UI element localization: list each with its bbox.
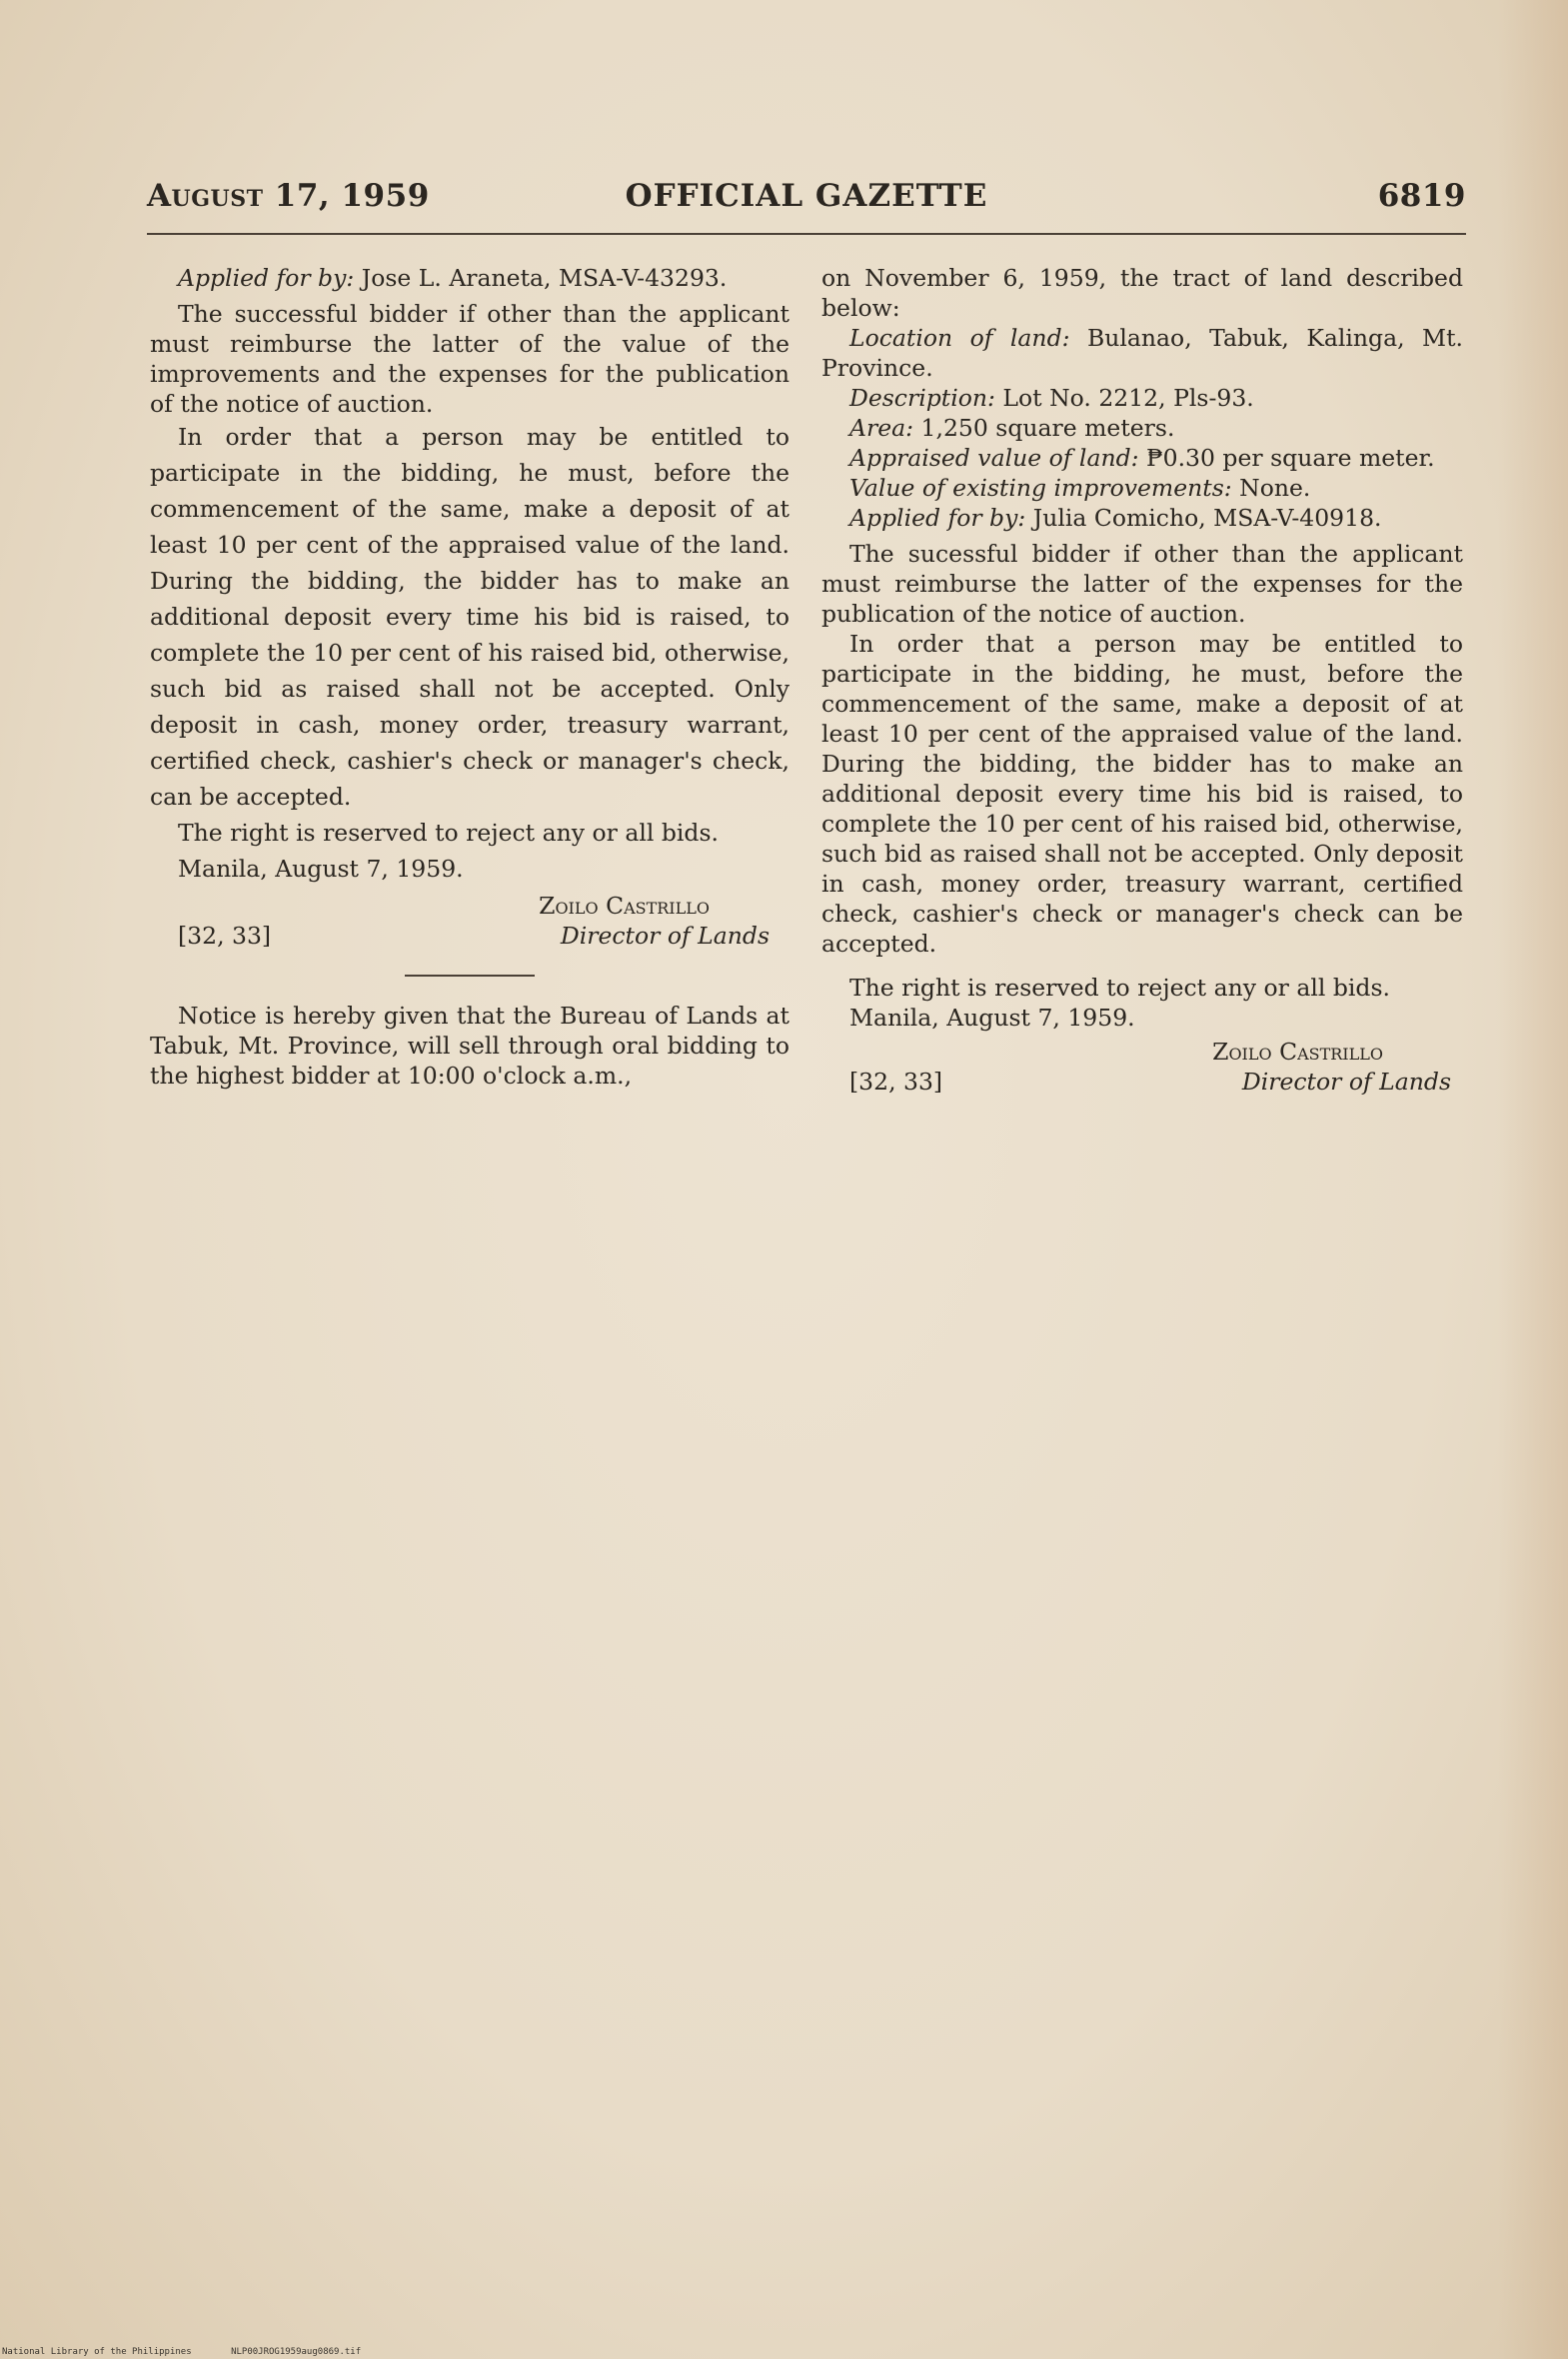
signatory-name: Zoilo Castrillo [539,892,710,920]
location-value: Bulanao, Tabuk, Kalinga, Mt. Province. [821,324,1463,382]
reservation-paragraph: The right is reserved to reject any or all bids. [178,819,719,847]
area-line [821,413,1463,443]
description-value: Lot No. 2212, Pls-93. [1002,384,1254,412]
left-column [150,263,789,1091]
applied-label: Applied for by: [849,504,1026,532]
header-publication-title: OFFICIAL GAZETTE [625,178,988,214]
notice-continued: on November 6, 1959, the tract of land described below: [821,264,1463,322]
appraised-value: ₱0.30 per square meter. [1146,444,1435,472]
notice-paragraph: Notice is hereby given that the Bureau of Lands at Tabuk, Mt. Province, will sell through oral bidding to the highest bidder at 10:00 o'clock a.m., [150,1002,789,1090]
appraised-line [821,443,1463,473]
reimburse-paragraph: The sucessful bidder if other than the applicant must reimburse the latter of the expenses for the publication of the notice of auction. [821,540,1463,628]
appraised-label: Appraised value of land: [849,444,1139,472]
issue-code: [32, 33] [178,922,272,950]
applicant-line [150,263,789,293]
footer-library: National Library of the Philippines [2,2347,192,2357]
notice-divider [405,975,535,977]
applied-value: Jose L. Araneta, MSA-V-43293. [361,264,728,292]
improvements-label: Value of existing improvements: [849,474,1232,502]
scan-footer [2,2347,395,2357]
applied-value: Julia Comicho, MSA-V-40918. [1032,504,1382,532]
signatory-title: Director of Lands [560,922,770,950]
deposit-paragraph: In order that a person may be entitled to participate in the bidding, he must, before the commencement of the same, make a deposit of at least 10 per cent of the appraised value of the land. During the bidding, the bidder has to make an additional deposit every time his bid is raised, to complete the 10 per cent of his raised bid, otherwise, such bid as raised shall not be accepted. Only deposit in cash, money order, treasury warrant, certified check, cashier's check or manager's check can be accepted. [821,630,1463,958]
deposit-paragraph: In order that a person may be entitled to participate in the bidding, he must, before the commencement of the same, make a deposit of at least 10 per cent of the appraised value of the land. During the bidding, the bidder has to make an additional deposit every time his bid is raised, to complete the 10 per cent of his raised bid, otherwise, such bid as raised shall not be accepted. Only deposit in cash, money order, treasury warrant, certified check, cashier's check or manager's check, can be accepted. [150,423,789,811]
header-rule [147,233,1466,235]
page-edge-stain [1498,0,1568,2359]
applied-label: Applied for by: [178,264,355,292]
improvements-line [821,473,1463,503]
signatory-title: Director of Lands [1241,1068,1451,1096]
footer-file-id: NLP00JROG1959aug0869.tif [231,2347,362,2357]
signatory-name: Zoilo Castrillo [1212,1038,1383,1066]
header-date: August 17, 1959 [147,178,430,214]
signature-block [150,891,789,951]
issue-code: [32, 33] [849,1068,943,1096]
description-line [821,383,1463,413]
location-line [821,323,1463,383]
location-label: Location of land: [849,324,1070,352]
place-date: Manila, August 7, 1959. [178,855,464,883]
header-page-number: 6819 [1377,178,1466,214]
signature-block [821,1037,1463,1097]
right-column [821,263,1463,1097]
page-header [147,178,1466,228]
place-date: Manila, August 7, 1959. [849,1004,1135,1032]
area-label: Area: [849,414,914,442]
area-value: 1,250 square meters. [920,414,1175,442]
applicant-line [821,503,1463,533]
description-label: Description: [849,384,995,412]
improvements-value: None. [1239,474,1311,502]
reimburse-paragraph: The successful bidder if other than the applicant must reimburse the latter of the value of the improvements and the expenses for the publication of the notice of auction. [150,300,789,418]
reservation-paragraph: The right is reserved to reject any or all bids. [849,974,1390,1002]
